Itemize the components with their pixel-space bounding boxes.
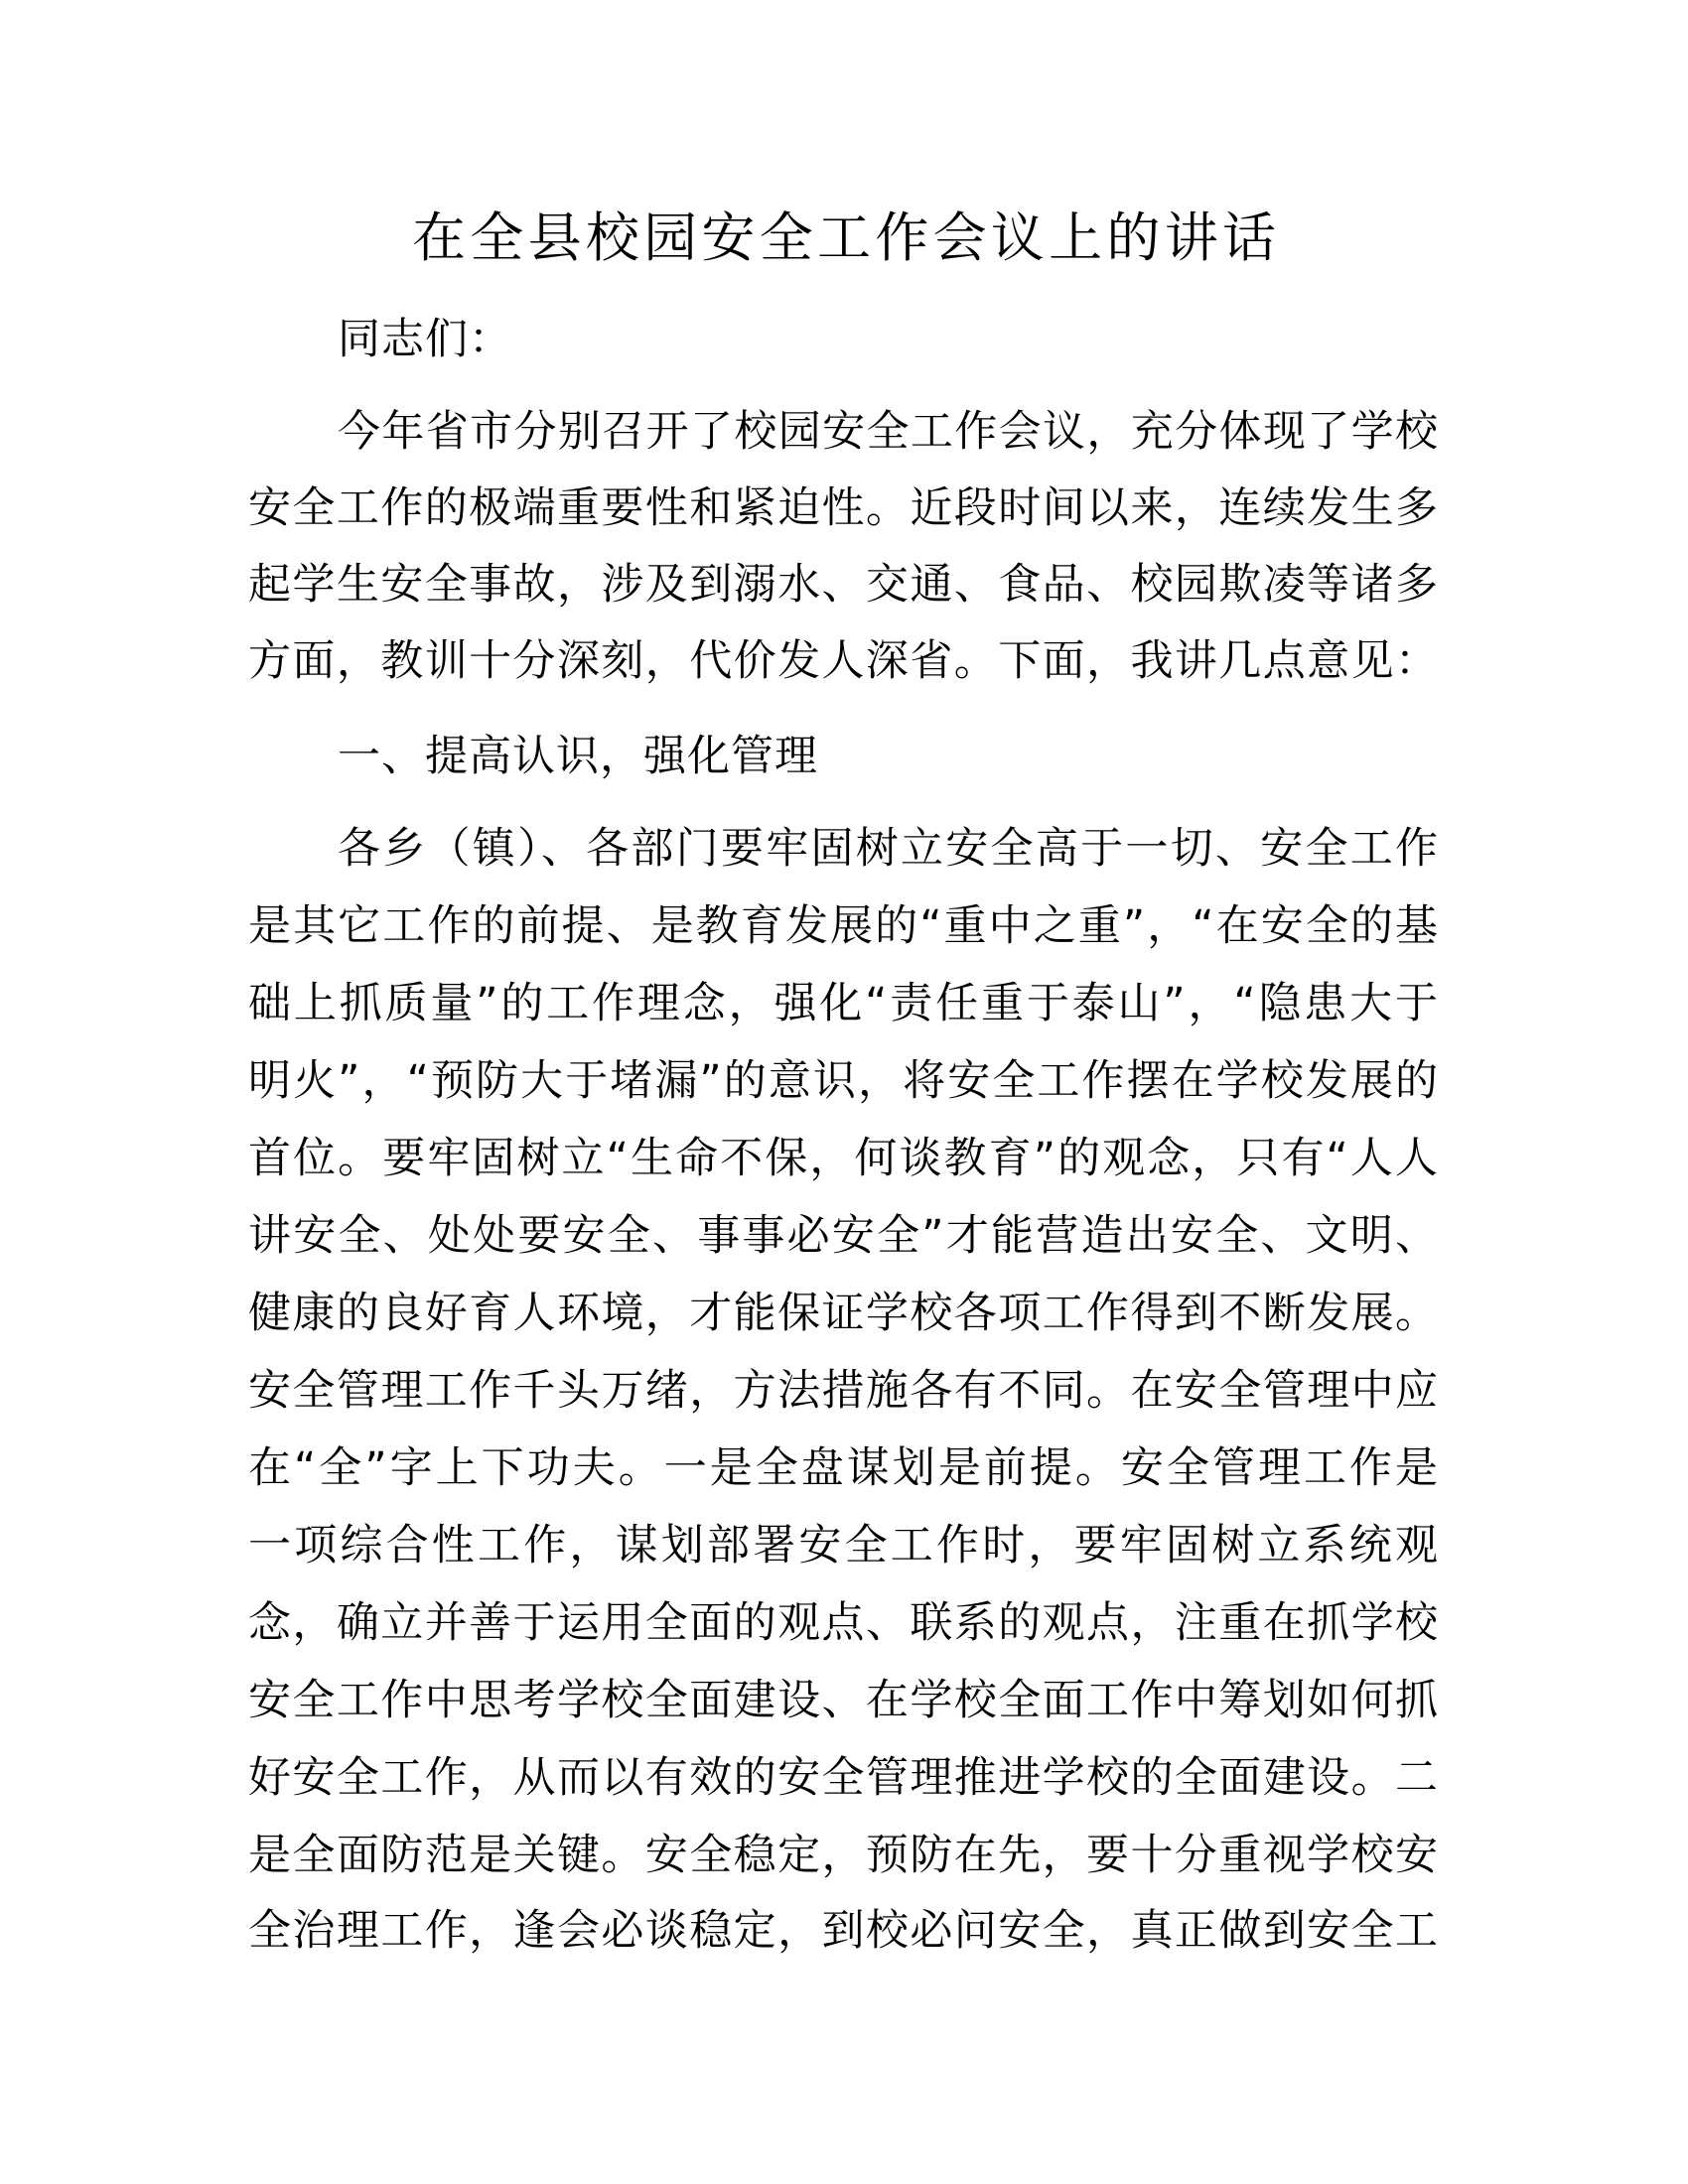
paragraph-line: 各乡（镇）、各部门要牢固树立安全高于一切、安全工作 (338, 824, 1441, 874)
paragraph-line: 础上抓质量”的工作理念，强化“责任重于泰山”，“隐患大于 (248, 979, 1441, 1028)
salutation: 同志们： (338, 315, 512, 364)
paragraph-line: 一项综合性工作，谋划部署安全工作时，要牢固树立系统观 (248, 1521, 1442, 1570)
paragraph-line: 安全工作中思考学校全面建设、在学校全面工作中筹划如何抓 (248, 1676, 1440, 1725)
paragraph-line: 安全工作的极端重要性和紧迫性。近段时间以来，连续发生多 (248, 483, 1440, 533)
paragraph-line: 方面，教训十分深刻，代价发人深省。下面，我讲几点意见： (248, 636, 1440, 686)
paragraph-line: 好安全工作，从而以有效的安全管理推进学校的全面建设。二 (248, 1753, 1440, 1803)
paragraph-line: 健康的良好育人环境，才能保证学校各项工作得到不断发展。 (248, 1289, 1440, 1338)
section-heading: 一、提高认识，强化管理 (338, 732, 818, 781)
paragraph-line: 明火”，“预防大于堵漏”的意识，将安全工作摆在学校发展的 (248, 1056, 1441, 1106)
paragraph-line: 是全面防范是关键。安全稳定，预防在先，要十分重视学校安 (248, 1831, 1440, 1880)
paragraph-line: 首位。要牢固树立“生命不保，何谈教育”的观念，只有“人人 (248, 1134, 1441, 1183)
document-title: 在全县校园安全工作会议上的讲话 (412, 206, 1281, 269)
paragraph-line: 是其它工作的前提、是教育发展的“重中之重”，“在安全的基 (248, 901, 1441, 951)
paragraph-line: 念，确立并善于运用全面的观点、联系的观点，注重在抓学校 (248, 1598, 1440, 1648)
paragraph-line: 全治理工作，逢会必谈稳定，到校必问安全，真正做到安全工 (248, 1906, 1440, 1956)
paragraph-line: 安全管理工作千头万绪，方法措施各有不同。在安全管理中应 (248, 1366, 1440, 1416)
paragraph-line: 起学生安全事故，涉及到溺水、交通、食品、校园欺凌等诸多 (248, 560, 1440, 610)
paragraph-line: 讲安全、处处要安全、事事必安全”才能营造出安全、文明、 (248, 1211, 1441, 1261)
paragraph-line: 在“全”字上下功夫。一是全盘谋划是前提。安全管理工作是 (248, 1443, 1442, 1493)
paragraph-line: 今年省市分别召开了校园安全工作会议，充分体现了学校 (338, 407, 1440, 457)
